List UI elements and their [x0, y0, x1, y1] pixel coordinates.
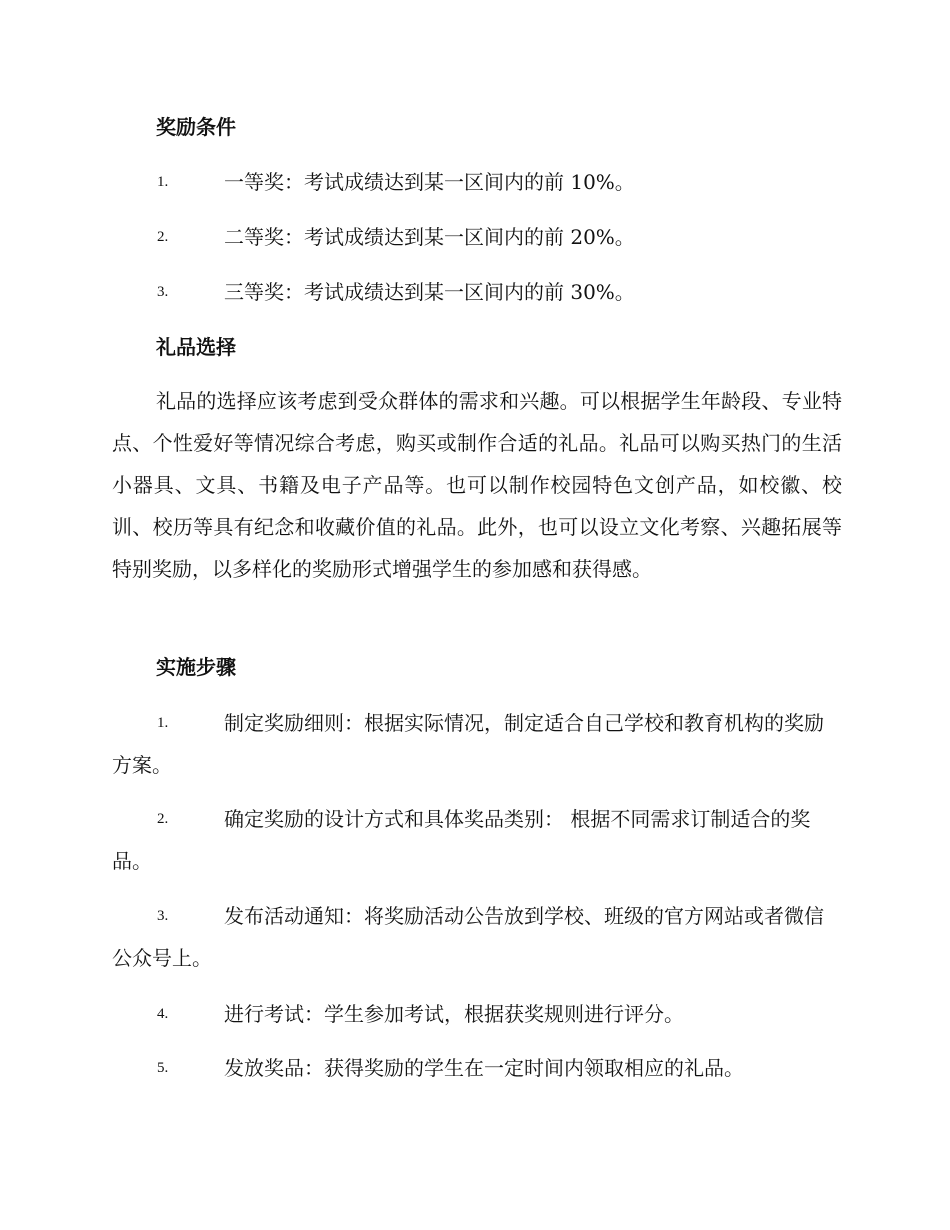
- section-heading-gift-selection: 礼品选择: [156, 335, 236, 359]
- list-text: 发布活动通知：将奖励活动公告放到学校、班级的官方网站或者微信公众号上。: [112, 904, 824, 970]
- list-number: 5.: [157, 1060, 169, 1076]
- list-number: 1.: [157, 174, 169, 190]
- list-number: 4.: [157, 1006, 169, 1022]
- list-text: 制定奖励细则：根据实际情况，制定适合自己学校和教育机构的奖励方案。: [112, 711, 824, 777]
- section-heading-implementation-steps: 实施步骤: [156, 655, 236, 679]
- list-text: 发放奖品：获得奖励的学生在一定时间内领取相应的礼品。: [224, 1056, 744, 1080]
- list-number: 1.: [157, 715, 169, 731]
- section-heading-reward-conditions: 奖励条件: [156, 115, 236, 139]
- list-text: 三等奖：考试成绩达到某一区间内的前 30%。: [224, 280, 635, 304]
- list-number: 3.: [157, 908, 169, 924]
- list-number: 2.: [157, 229, 169, 245]
- list-number: 3.: [157, 284, 169, 300]
- gift-selection-paragraph: 礼品的选择应该考虑到受众群体的需求和兴趣。可以根据学生年龄段、专业特点、个性爱好等情况综合考虑，购买或制作合适的礼品。礼品可以购买热门的生活小器具、文具、书籍及电子产品等。也可以制作校园特色文创产品，如校徽、校训、校历等具有纪念和收藏价值的礼品。此外，也可以设立文化考察、兴趣拓展等特别奖励，以多样化的奖励形式增强学生的参加感和获得感。: [112, 389, 842, 581]
- list-text: 进行考试：学生参加考试，根据获奖规则进行评分。: [224, 1002, 684, 1026]
- list-text: 确定奖励的设计方式和具体奖品类别： 根据不同需求订制适合的奖品。: [112, 807, 811, 873]
- list-text: 一等奖：考试成绩达到某一区间内的前 10%。: [224, 170, 635, 194]
- list-text: 二等奖：考试成绩达到某一区间内的前 20%。: [224, 225, 635, 249]
- list-number: 2.: [157, 811, 169, 827]
